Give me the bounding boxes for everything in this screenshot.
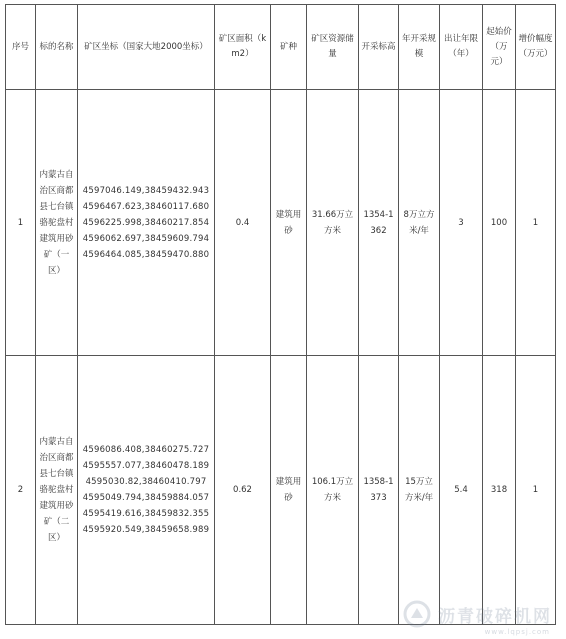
cell-term: 3 xyxy=(440,90,483,356)
header-start-price: 起始价（万元） xyxy=(483,5,516,90)
watermark-logo-icon xyxy=(402,599,432,629)
coord-line: 4596225.998,38460217.854 xyxy=(82,217,210,228)
cell-increment: 1 xyxy=(516,356,556,625)
coord-line: 4596062.697,38459609.794 xyxy=(82,233,210,244)
header-elevation: 开采标高 xyxy=(359,5,399,90)
table-row xyxy=(6,356,556,625)
watermark-url: www.lqpsj.com xyxy=(484,628,550,636)
coord-line: 4596086.408,38460275.727 xyxy=(82,445,210,455)
header-row xyxy=(6,5,556,90)
cell-name: 内蒙古自治区商都县七台镇骆驼盘村建筑用砂矿（二区） xyxy=(36,356,78,625)
cell-name: 内蒙古自治区商都县七台镇骆驼盘村建筑用砂矿（一区） xyxy=(36,90,78,356)
mining-rights-table xyxy=(5,4,556,625)
table-row xyxy=(6,90,556,356)
header-area: 矿区面积（km2） xyxy=(215,5,271,90)
header-coords: 矿区坐标（国家大地2000坐标） xyxy=(78,5,215,90)
cell-reserve: 31.66万立方米 xyxy=(307,90,359,356)
cell-scale: 8万立方米/年 xyxy=(399,90,440,356)
header-term: 出让年限（年） xyxy=(440,5,483,90)
cell-elevation: 1354-1362 xyxy=(359,90,399,356)
cell-area: 0.4 xyxy=(215,90,271,356)
cell-scale: 15万立方米/年 xyxy=(399,356,440,625)
cell-no: 2 xyxy=(6,356,36,625)
watermark xyxy=(402,599,552,629)
coord-line: 4595030.82,38460410.797 xyxy=(85,477,207,487)
cell-start-price: 100 xyxy=(483,90,516,356)
cell-area: 0.62 xyxy=(215,356,271,625)
cell-mineral: 建筑用砂 xyxy=(271,356,307,625)
cell-mineral: 建筑用砂 xyxy=(271,90,307,356)
coord-line: 4596467.623,38460117.680 xyxy=(82,201,210,212)
cell-elevation: 1358-1373 xyxy=(359,356,399,625)
watermark-text: 沥青破碎机网 xyxy=(438,606,552,627)
header-name: 标的名称 xyxy=(36,5,78,90)
header-reserve: 矿区资源储量 xyxy=(307,5,359,90)
cell-coords xyxy=(78,90,215,356)
cell-coords xyxy=(78,356,215,625)
coord-line: 4597046.149,38459432.943 xyxy=(82,185,210,196)
cell-increment: 1 xyxy=(516,90,556,356)
coord-line: 4595049.794,38459884.057 xyxy=(82,493,210,503)
coord-line: 4595419.616,38459832.355 xyxy=(82,509,210,519)
coord-line: 4596464.085,38459470.880 xyxy=(82,249,210,260)
header-increment: 增价幅度（万元） xyxy=(516,5,556,90)
header-no: 序号 xyxy=(6,5,36,90)
cell-start-price: 318 xyxy=(483,356,516,625)
coord-line: 4595920.549,38459658.989 xyxy=(82,525,210,535)
header-mineral: 矿种 xyxy=(271,5,307,90)
cell-no: 1 xyxy=(6,90,36,356)
cell-reserve: 106.1万立方米 xyxy=(307,356,359,625)
cell-term: 5.4 xyxy=(440,356,483,625)
coord-line: 4595557.077,38460478.189 xyxy=(82,461,210,471)
header-scale: 年开采规模 xyxy=(399,5,440,90)
